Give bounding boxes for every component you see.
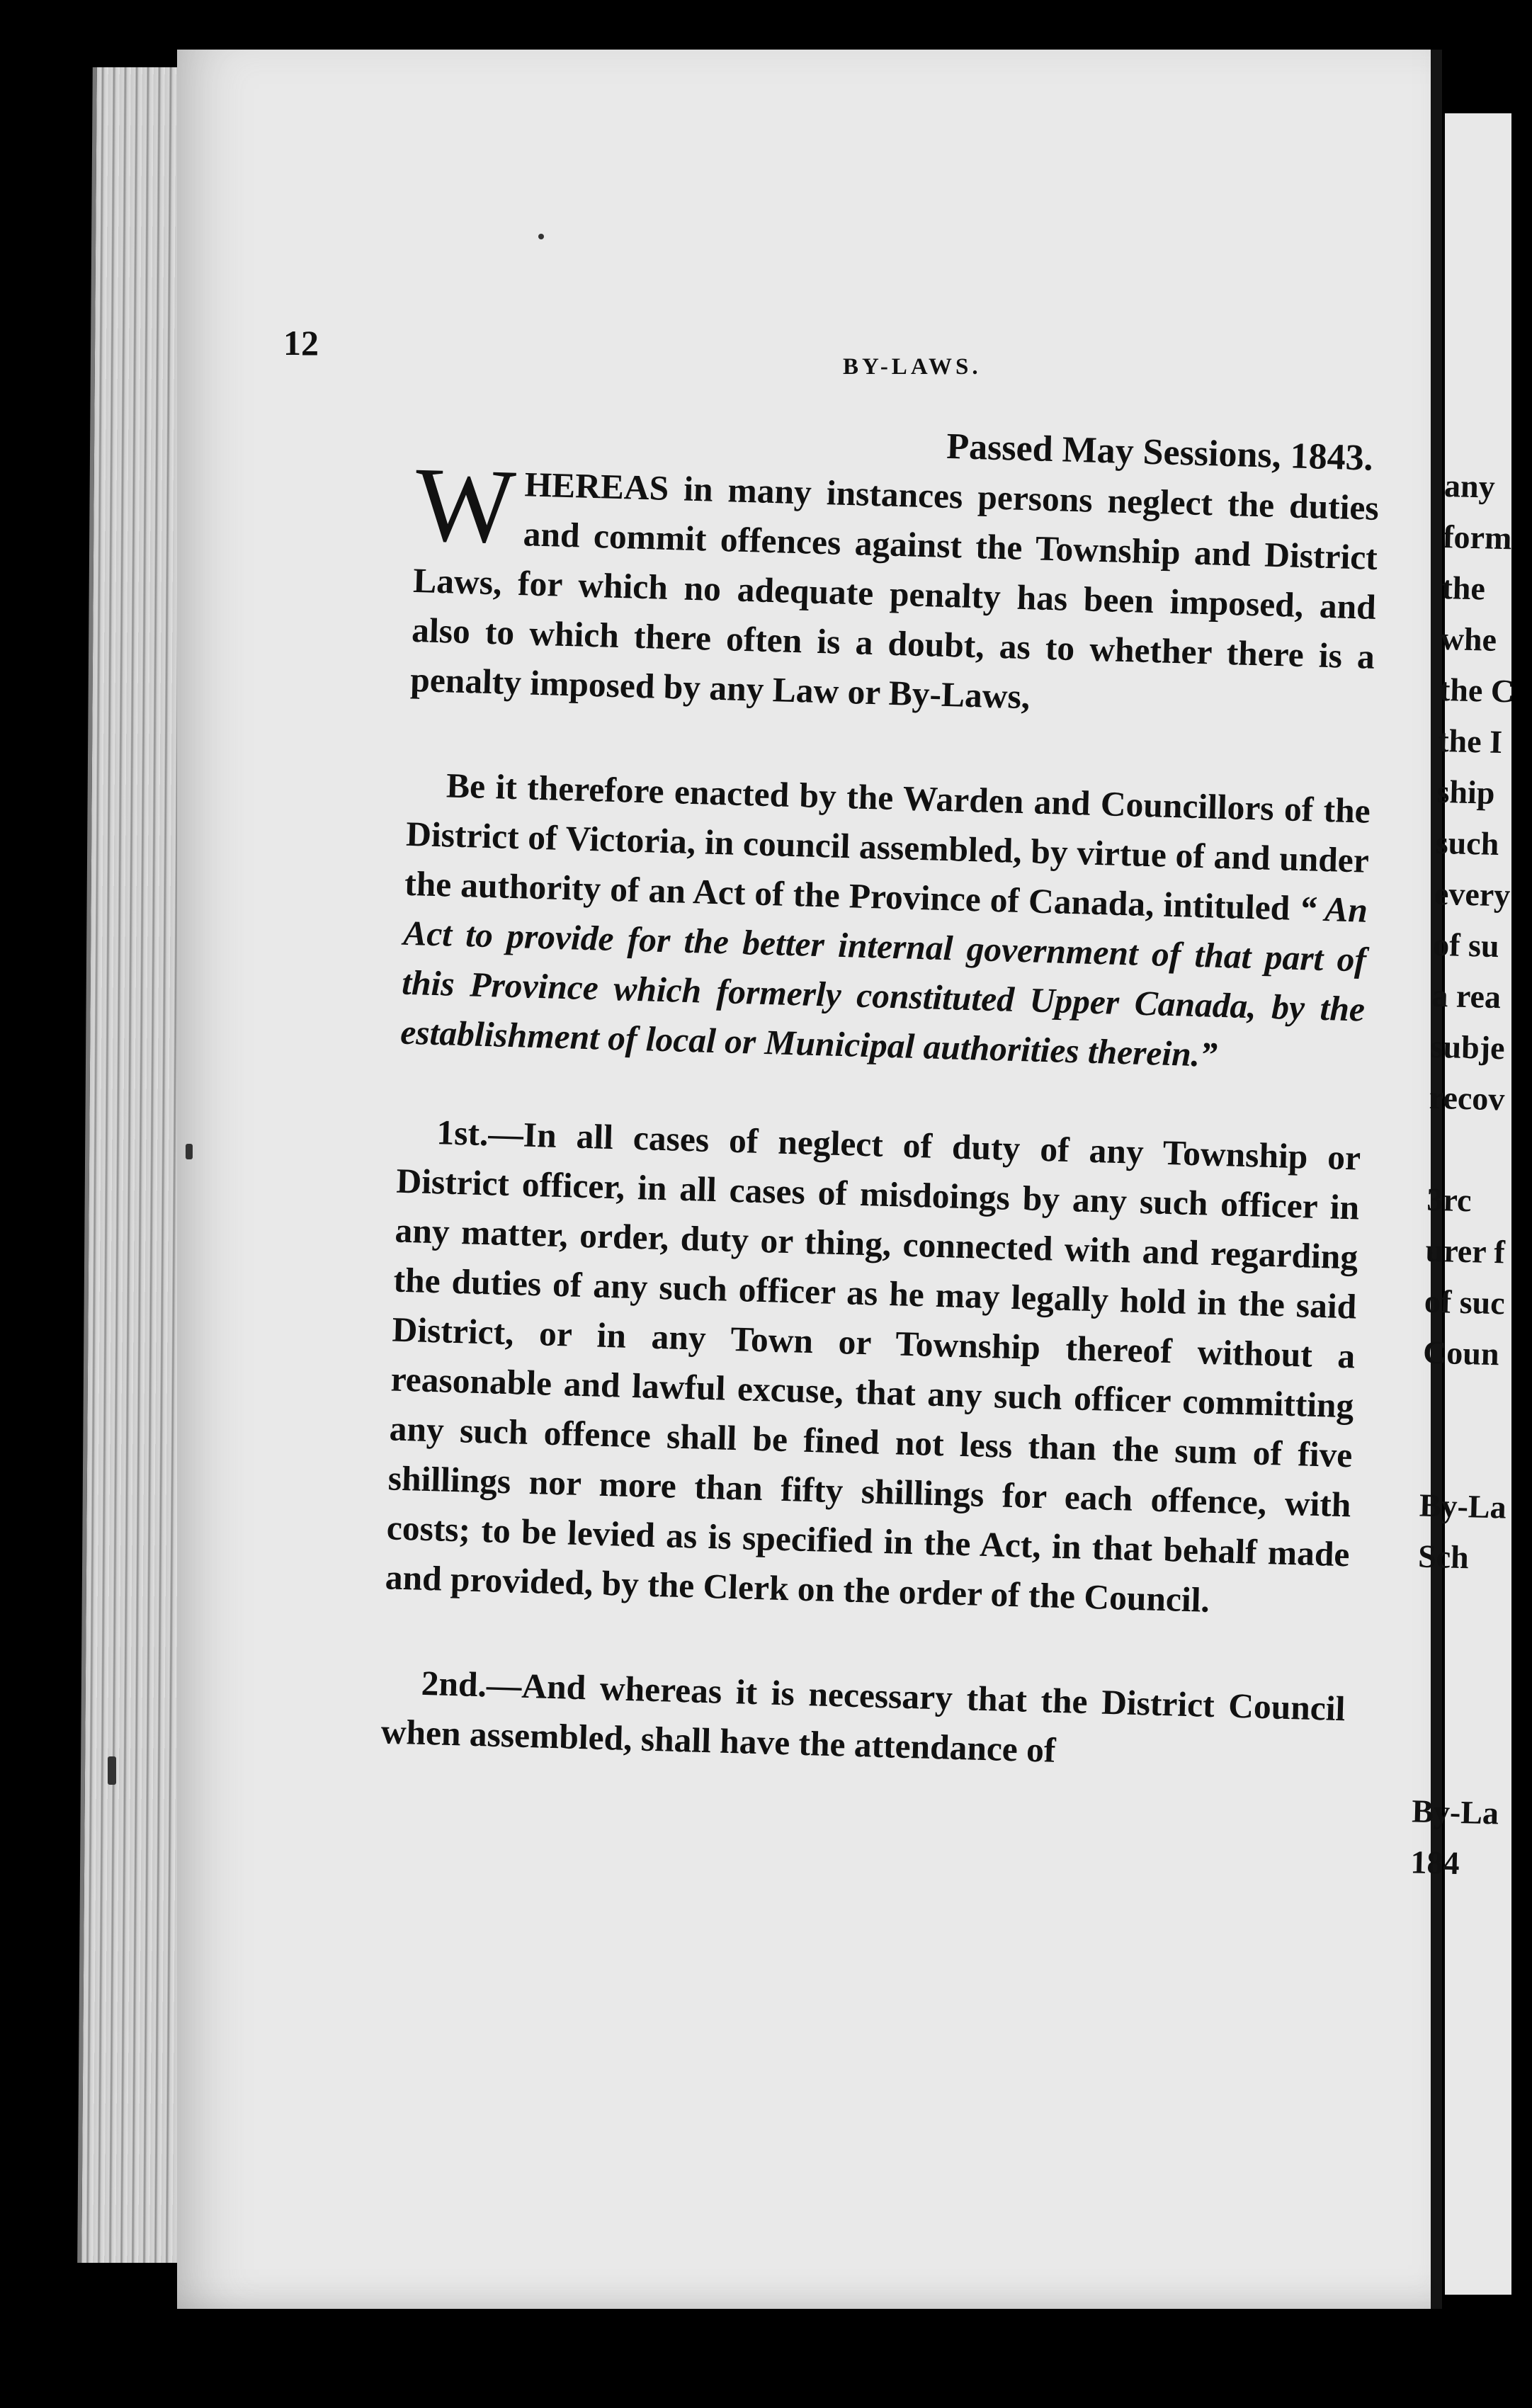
drop-cap: W: [413, 445, 518, 566]
facing-page-line: ship: [1436, 773, 1496, 811]
facing-page-line: any: [1443, 467, 1496, 505]
facing-page-line: [1412, 1734, 1480, 1787]
running-head: BY-LAWS.: [843, 354, 982, 380]
facing-page: [1410, 113, 1515, 2295]
facing-page-line: [1420, 1429, 1488, 1482]
facing-page-line: such: [1435, 824, 1499, 863]
paper-speck: [108, 1756, 116, 1785]
facing-page-line: Coun: [1422, 1334, 1500, 1373]
session-heading: Passed May Sessions, 1843.: [946, 426, 1374, 479]
facing-page-line: the: [1441, 569, 1486, 607]
preamble-text: HEREAS in many instances persons neglect the duties and commit offences against the Township and District Laws, for which no adequate penalty has been imposed, and also to which there often is a doubt, as to whether there is a penalty imposed by any Law or By-Laws,: [409, 465, 1380, 717]
facing-page-line: form: [1442, 518, 1513, 557]
section-2-paragraph: 2nd.—And whereas it is necessary that the District Council when assembled, shall have the attendance of: [380, 1663, 1346, 1770]
facing-page-line: [1427, 1123, 1495, 1176]
paper-speck: [186, 1144, 193, 1159]
facing-page-line: By-La: [1419, 1487, 1507, 1526]
facing-page-line: recov: [1429, 1079, 1506, 1118]
page-number: 12: [283, 323, 319, 363]
facing-page-line: urer f: [1425, 1232, 1506, 1271]
facing-page-line: the C: [1439, 671, 1515, 710]
facing-page-line: 3rc: [1426, 1181, 1473, 1219]
enacting-paragraph: [400, 760, 1371, 1084]
enacting-text: Be it therefore enacted by the Warden and Councillors of the District of Victoria, in council assembled, by virtue of and under the authority of an Act of the Province of Canada, intituled: [404, 766, 1371, 928]
facing-page-line: a rea: [1431, 977, 1502, 1016]
paper-speck: [538, 234, 544, 239]
facing-page-line: 184: [1410, 1844, 1460, 1882]
facing-page-line: [1417, 1582, 1485, 1635]
act-title: “ An Act to provide for the better internal government of that part of this Province which formerly constituted Upper Canada, by the establishment of local or Municipal authorities therein.”: [399, 889, 1368, 1074]
facing-page-line: whe: [1440, 620, 1497, 658]
text-block: [380, 411, 1381, 1783]
facing-page-line: Sch: [1417, 1538, 1470, 1576]
facing-page-line: subje: [1430, 1028, 1506, 1067]
facing-page-line: By-La: [1411, 1793, 1499, 1831]
facing-page-line: [1415, 1633, 1483, 1686]
facing-page-line: the I: [1437, 722, 1503, 761]
section-1-paragraph: 1st.—In all cases of neglect of duty of any Township or District officer, in all cases of misdoings by any such officer in any matter, order, duty or thing, connected with and regarding the duties of any such officer as he may legally hold in the said District, or in any Town or Township thereof without a reasonable and lawful excuse, that any such officer committing any such offence shall be fined not less than the sum of five shillings nor more than fifty shillings for each offence, with costs; to be levied as is specified in the Act, in that behalf made and provided, by the Clerk on the order of the Council.: [385, 1113, 1361, 1620]
facing-page-line: [1422, 1378, 1490, 1431]
facing-page-line: every: [1434, 875, 1511, 914]
facing-page-line: of su: [1432, 926, 1500, 965]
facing-page-line: of suc: [1424, 1283, 1506, 1322]
facing-page-line: [1414, 1683, 1482, 1736]
